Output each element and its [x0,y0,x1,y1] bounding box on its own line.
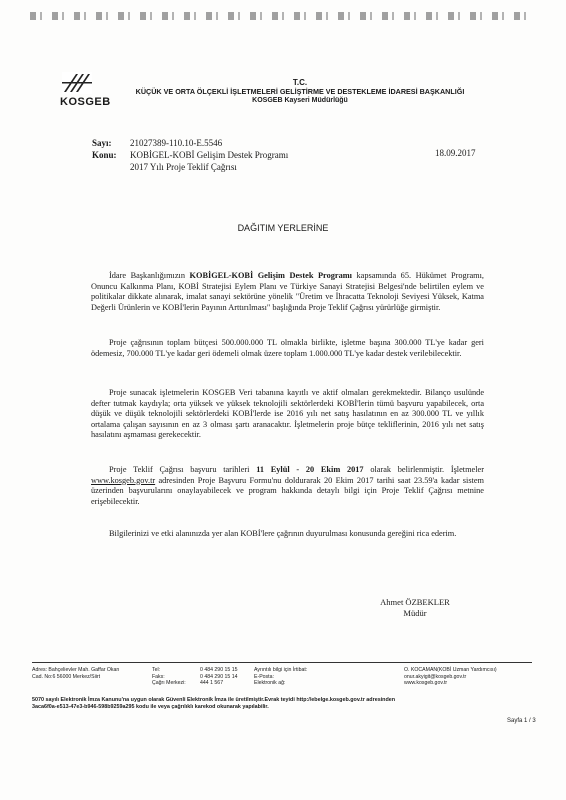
signer-name: Ahmet ÖZBEKLER [380,597,450,607]
paragraph-1 [91,271,484,313]
footer-address [32,667,152,680]
cagri-value: 444 1 567 [200,680,224,687]
footer-contact-labels [254,667,318,687]
contact-web[interactable]: www.kosgeb.gov.tr [404,680,448,687]
sayi-label: Sayı: [92,138,112,148]
cagri-label: Çağrı Merkezi: [152,680,186,687]
esign-line-1: 5070 sayılı Elektronik İmza Kanunu'na uygun olarak Güvenli Elektronik İmza ile üretilmiştir.Evrak teyidi http://ebelge.kosgeb.gov.tr adresinden [32,697,396,703]
footer-contact-values [404,667,534,687]
signer-title: Müdür [403,608,427,618]
paragraph-5 [91,529,484,540]
tc-heading: T.C. [292,78,308,87]
faks-value: 0 484 290 15 14 [200,673,238,680]
p4-text-d: adresinden Proje Başvuru Formu'nu doldurarak 20 Ekim 2017 tarihi saat 23.59'a kadar sistem üzerinden başvurularını onaylayabilecek ve program hakkında detaylı bilgi için Proje Teklif Çağrısı metnine erişebilecektir. [91,475,484,506]
footer [32,662,532,687]
konu-label: Konu: [92,150,117,160]
tel-label: Tel: [152,667,161,673]
esign-line-2: 3aca6f0a-e513-47e3-b946-598b9259a295 kodu ile veya çağrılıklı karekod okunarak yapılabilir. [32,703,269,710]
faks-label: Faks: [152,673,165,680]
program-name: KOBİGEL-KOBİ Gelişim Destek Programı [189,271,352,280]
p2-text: Proje çağrısının toplam bütçesi 500.000.000 TL olmakla birlikte, işletme başına 300.000 TL'ye kadar geri ödemesiz, 700.000 TL'ye kadar geri ödemeli olmak üzere toplam 1.000.000 TL'ye kadar destek verilebilecektir. [91,338,484,358]
email-label: E-Posta: [254,673,274,680]
p1-text-c: kapsamında 65. Hükümet Programı, Onuncu Kalkınma Planı, KOBİ Stratejisi Eylem Planı ve Türkiye Sanayi Stratejisi Belgesi'nde belirtilen eylem ve politikalar dikkate alınarak, imalat sanayi sektörüne yönelik "Üretim ve İhracatta Teknoloji Seviyesi Yüksek, Katma Değerli Ürünlerin ve KOBİ'lerin Payının Arttırılması" başlığında Proje Teklif Çağrısı yürürlüğe girmiştir. [91,271,484,312]
tel-value: 0 484 290 15 15 [200,667,238,673]
sayi-row [92,137,290,149]
page-number: Sayfa 1 / 3 [507,718,536,724]
signature-block [375,597,455,619]
footer-phone-values [200,667,250,687]
address-line-2: Cad. No:6 56000 Merkez/Siirt [32,673,101,680]
paragraph-2 [91,338,484,359]
fax-header-noise [30,12,530,20]
kosgeb-logo-icon [62,72,92,94]
p4-text-c: olarak belirlenmiştir. İşletmeler [363,465,484,474]
application-dates: 11 Eylül - 20 Ekim 2017 [256,465,364,474]
contact-email[interactable]: onur.akyigit@kosgeb.gov.tr [404,673,467,680]
contact-label: Ayrıntılı bilgi için İrtibat: [254,667,308,673]
letterhead [90,78,510,104]
kosgeb-website-link[interactable]: www.kosgeb.gov.tr [91,475,156,485]
document-meta [92,137,290,173]
sayi-value: 21027389-110.10-E.5546 [130,138,223,148]
unit-name: KOSGEB Kayseri Müdürlüğü [252,97,348,104]
footer-phone-labels [152,667,200,687]
p1-text-a: İdare Başkanlığımızın [109,271,190,280]
electronic-signature-note [32,697,532,711]
konu-row [92,149,290,173]
distribution-heading: DAĞITIM YERLERİNE [237,223,329,233]
p3-text: Proje sunacak işletmelerin KOSGEB Veri tabanına kayıtlı ve aktif olmaları gerekmektedir. Bilanço usulünde defter tutmak kaydıyla; orta yüksek ve yüksek teknolojili sektörlerdeki KOBİ'lerin tümü başvuru yapabilecek, orta düşük ve düşük teknolojili sektörlerdeki KOBİ'lerde ise 2016 yılı net satış hasılatının en az 300.000 TL ve yıllık ortalama çalışan sayısının en az 3 olması şartı aranacaktır. İşletmelerin proje bütçe tekliflerinin, 2016 yılı net satış hasılatını aşmaması gerekecektir. [91,388,484,440]
p5-text: Bilgilerinizi ve etki alanınızda yer alan KOBİ'lere çağrının duyurulması konusunda gereğini rica ederim. [109,529,457,538]
konu-value: KOBİGEL-KOBİ Gelişim Destek Programı 2017 Yılı Proje Teklif Çağrısı [130,150,289,172]
logo-text: KOSGEB [60,96,111,108]
p4-text-a: Proje Teklif Çağrısı başvuru tarihleri [109,465,257,474]
institution-name: KÜÇÜK VE ORTA ÖLÇEKLİ İŞLETMELERİ GELİŞTİRME VE DESTEKLEME İDARESİ BAŞKANLIĞI [135,87,465,96]
document-date: 18.09.2017 [435,148,476,158]
paragraph-3 [91,388,484,441]
contact-name: O. KOCAMAN(KOBİ Uzman Yardımcısı) [404,667,497,673]
web-label: Elektronik ağ: [254,680,286,687]
paragraph-4 [91,465,484,507]
address-line-1: Adres: Bahçelievler Mah. Gaffar Okan [32,667,120,673]
